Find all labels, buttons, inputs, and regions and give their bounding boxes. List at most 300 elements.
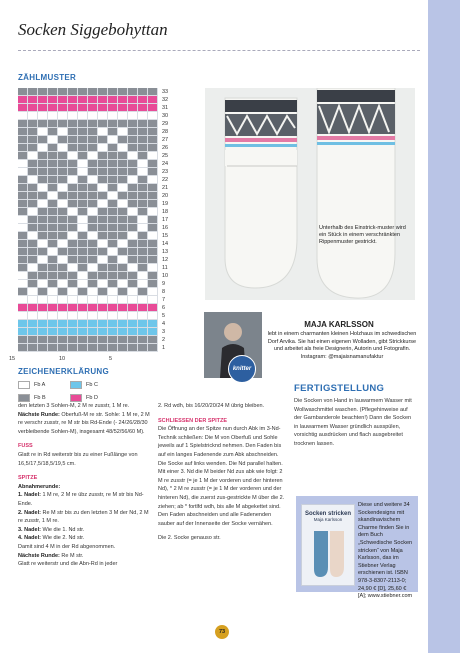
- chart-cell: [148, 104, 158, 112]
- chart-cell: [88, 168, 98, 176]
- chart-cell: [128, 128, 138, 136]
- chart-cell: [58, 176, 68, 184]
- chart-cell: [98, 144, 108, 152]
- chart-cell: [88, 160, 98, 168]
- chart-cell: [128, 256, 138, 264]
- chart-cell: [108, 296, 118, 304]
- chart-cell: [38, 336, 48, 344]
- nadel-3: [18, 526, 150, 535]
- chart-cell: [138, 176, 148, 184]
- chart-cell: [28, 232, 38, 240]
- label: 2. Nadel:: [18, 509, 41, 516]
- chart-cell: [38, 88, 48, 96]
- chart-cell: [28, 184, 38, 192]
- chart-cell: [148, 336, 158, 344]
- chart-cell: [48, 264, 58, 272]
- chart-cell: [68, 224, 78, 232]
- chart-cell: [138, 120, 148, 128]
- chart-cell: [118, 240, 128, 248]
- chart-cell: [78, 176, 88, 184]
- chart-cell: [78, 272, 88, 280]
- chart-cell: [78, 200, 88, 208]
- chart-cell: [98, 336, 108, 344]
- chart-cell: [28, 136, 38, 144]
- chart-cell: [78, 128, 88, 136]
- chart-row-number: 1: [162, 345, 166, 351]
- chart-cell: [138, 224, 148, 232]
- chart-cell: [18, 168, 28, 176]
- chart-cell: [38, 128, 48, 136]
- chart-cell: [38, 192, 48, 200]
- chart-cell: [48, 272, 58, 280]
- chart-cell: [88, 304, 98, 312]
- chart-cell: [118, 264, 128, 272]
- chart-cell: [138, 272, 148, 280]
- chart-cell: [58, 296, 68, 304]
- chart-cell: [148, 112, 158, 120]
- chart-cell: [68, 232, 78, 240]
- chart-cell: [98, 128, 108, 136]
- chart-cell: [118, 312, 128, 320]
- chart-cell: [68, 128, 78, 136]
- chart-cell: [128, 96, 138, 104]
- chart-cell: [108, 168, 118, 176]
- chart-cell: [128, 104, 138, 112]
- chart-cell: [138, 184, 148, 192]
- chart-cell: [138, 256, 148, 264]
- chart-cell: [68, 208, 78, 216]
- socks-photo: [205, 88, 415, 300]
- chart-row-number: 9: [162, 281, 166, 287]
- chart-cell: [118, 280, 128, 288]
- chart-cell: [58, 168, 68, 176]
- damit: Damit sind 4 M in der Rd abgenommen.: [18, 543, 116, 550]
- chart-row-number: 25: [162, 153, 169, 159]
- chart-cell: [28, 120, 38, 128]
- chart-row-number: 18: [162, 209, 169, 215]
- chart-col-number: 10: [59, 356, 66, 362]
- chart-cell: [118, 120, 128, 128]
- chart-cell: [78, 168, 88, 176]
- chart-cell: [138, 192, 148, 200]
- chart-cell: [38, 288, 48, 296]
- chart-cell: [88, 288, 98, 296]
- chart-cell: [18, 280, 28, 288]
- legend-item: [70, 394, 98, 402]
- chart-cell: [38, 272, 48, 280]
- chart-cell: [128, 232, 138, 240]
- chart-cell: [28, 192, 38, 200]
- chart-cell: [98, 280, 108, 288]
- chart-col-number: 5: [109, 356, 113, 362]
- chart-cell: [28, 280, 38, 288]
- chart-cell: [88, 232, 98, 240]
- chart-cell: [28, 328, 38, 336]
- chart-cell: [148, 232, 158, 240]
- chart-cell: [58, 160, 68, 168]
- chart-cell: [78, 240, 88, 248]
- chart-cell: [18, 176, 28, 184]
- chart-cell: [38, 200, 48, 208]
- chart-cell: [68, 168, 78, 176]
- chart-cell: [18, 200, 28, 208]
- chart-cell: [108, 200, 118, 208]
- title-divider: [18, 50, 420, 51]
- chart-cell: [118, 288, 128, 296]
- chart-cell: [48, 240, 58, 248]
- chart-cell: [138, 280, 148, 288]
- chart-cell: [118, 160, 128, 168]
- chart-cell: [138, 144, 148, 152]
- chart-cell: [58, 328, 68, 336]
- glatt: Glatt re weiterstr und die Abn-Rd in jeder: [18, 561, 118, 568]
- chart-cell: [38, 296, 48, 304]
- chart-cell: [118, 256, 128, 264]
- chart-cell: [28, 248, 38, 256]
- chart-cell: [48, 288, 58, 296]
- chart-cell: [68, 272, 78, 280]
- chart-cell: [68, 96, 78, 104]
- chart-cell: [88, 88, 98, 96]
- chart-cell: [118, 272, 128, 280]
- chart-cell: [118, 176, 128, 184]
- chart-cell: [58, 272, 68, 280]
- book-cover: [301, 504, 355, 586]
- chart-cell: [98, 248, 108, 256]
- chart-cell: [78, 232, 88, 240]
- chart-cell: [58, 256, 68, 264]
- chart-cell: [38, 168, 48, 176]
- chart-cell: [148, 144, 158, 152]
- chart-cell: [68, 304, 78, 312]
- chart-cell: [108, 280, 118, 288]
- chart-cell: [58, 200, 68, 208]
- chart-cell: [38, 264, 48, 272]
- chart-cell: [48, 320, 58, 328]
- chart-cell: [68, 312, 78, 320]
- chart-cell: [108, 144, 118, 152]
- col1-intro: den letzten 3 Sohlen-M, 2 M re zusstr, 1 M re.: [18, 403, 130, 409]
- chart-cell: [128, 328, 138, 336]
- chart-cell: [88, 128, 98, 136]
- legend-item: [18, 394, 46, 402]
- chart-cell: [108, 256, 118, 264]
- chart-row-number: 4: [162, 321, 166, 327]
- chart-row-number: 16: [162, 225, 169, 231]
- chart-cell: [98, 240, 108, 248]
- chart-cell: [128, 208, 138, 216]
- nadel-4: [18, 534, 150, 543]
- chart-cell: [128, 312, 138, 320]
- chart-row-number: 17: [162, 217, 169, 223]
- chart-cell: [108, 96, 118, 104]
- chart-cell: [108, 136, 118, 144]
- chart-cell: [28, 240, 38, 248]
- chart-cell: [18, 128, 28, 136]
- chart-cell: [98, 112, 108, 120]
- chart-row-number: 8: [162, 289, 166, 295]
- fuss-text: Glatt re in Rd weiterstr bis zu einer Fußlänge von 16,5/17,5/18,5/19,5 cm.: [18, 451, 138, 467]
- chart-cell: [148, 240, 158, 248]
- chart-cell: [48, 208, 58, 216]
- chart-cell: [78, 184, 88, 192]
- chart-cell: [98, 192, 108, 200]
- chart-cell: [58, 120, 68, 128]
- chart-cell: [58, 232, 68, 240]
- chart-cell: [88, 208, 98, 216]
- chart-cell: [88, 272, 98, 280]
- chart-cell: [148, 312, 158, 320]
- chart-cell: [88, 320, 98, 328]
- chart-cell: [138, 232, 148, 240]
- chart-cell: [28, 216, 38, 224]
- chart-cell: [28, 176, 38, 184]
- chart-cell: [118, 96, 128, 104]
- chart-cell: [108, 88, 118, 96]
- chart-cell: [28, 320, 38, 328]
- chart-cell: [28, 304, 38, 312]
- chart-cell: [138, 152, 148, 160]
- label: Abnahmerunde:: [18, 483, 61, 490]
- label: Nächste Runde:: [18, 411, 60, 418]
- chart-cell: [18, 232, 28, 240]
- chart-cell: [48, 152, 58, 160]
- chart-cell: [78, 328, 88, 336]
- chart-cell: [98, 264, 108, 272]
- chart-cell: [28, 168, 38, 176]
- chart-cell: [88, 152, 98, 160]
- chart-cell: [48, 224, 58, 232]
- chart-cell: [118, 208, 128, 216]
- chart-cell: [88, 224, 98, 232]
- chart-cell: [88, 216, 98, 224]
- label: 3. Nadel:: [18, 526, 41, 533]
- chart-cell: [128, 280, 138, 288]
- chart-cell: [18, 312, 28, 320]
- text: Re M str bis zu den letzten 3 M der Nd, 2 M re zusstr, 1 M re.: [18, 509, 149, 525]
- chart-cell: [18, 240, 28, 248]
- chart-row-number: 19: [162, 201, 169, 207]
- chart-cell: [18, 272, 28, 280]
- spitze-heading: SPITZE: [18, 475, 38, 482]
- chart-cell: [148, 88, 158, 96]
- chart-cell: [98, 168, 108, 176]
- chart-cell: [58, 248, 68, 256]
- chart-cell: [108, 216, 118, 224]
- chart-cell: [98, 224, 108, 232]
- chart-cell: [38, 232, 48, 240]
- chart-cell: [108, 344, 118, 352]
- chart-cell: [18, 224, 28, 232]
- chart-row-number: 14: [162, 241, 169, 247]
- chart-cell: [18, 304, 28, 312]
- chart-cell: [48, 160, 58, 168]
- legend-label: Fb A: [34, 382, 46, 388]
- chart-row-number: 10: [162, 273, 169, 279]
- chart-cell: [68, 328, 78, 336]
- chart-cell: [38, 248, 48, 256]
- chart-row-number: 15: [162, 233, 169, 239]
- chart-cell: [68, 256, 78, 264]
- chart-cell: [108, 264, 118, 272]
- chart-cell: [58, 320, 68, 328]
- chart-cell: [68, 216, 78, 224]
- chart-cell: [88, 328, 98, 336]
- chart-cell: [28, 152, 38, 160]
- chart-cell: [38, 144, 48, 152]
- chart-cell: [58, 192, 68, 200]
- chart-cell: [128, 296, 138, 304]
- chart-cell: [18, 216, 28, 224]
- chart-cell: [18, 104, 28, 112]
- chart-cell: [18, 152, 28, 160]
- chart-cell: [28, 264, 38, 272]
- chart-cell: [58, 312, 68, 320]
- chart-cell: [118, 248, 128, 256]
- legend-item: [70, 381, 98, 389]
- chart-cell: [48, 136, 58, 144]
- chart-cell: [148, 160, 158, 168]
- chart-cell: [18, 96, 28, 104]
- text: Wie die 2. Nd str.: [42, 535, 85, 542]
- chart-row-number: 21: [162, 185, 169, 191]
- chart-cell: [88, 248, 98, 256]
- chart-cell: [88, 264, 98, 272]
- chart-row-number: 27: [162, 137, 169, 143]
- chart-cell: [78, 136, 88, 144]
- knitter-badge: knitter: [228, 355, 256, 383]
- chart-cell: [28, 96, 38, 104]
- chart-cell: [48, 200, 58, 208]
- chart-cell: [138, 168, 148, 176]
- book-promo-text: Diese und weitere 34 Sockendesigns mit skandinavischem Charme finden Sie in dem Buch „Schwedische Socken stricken“ von Maja Karlsson, das im Stiebner Verlag erschienen ist. ISBN 978-3-8307-2113-0; 24,90 € [D], 25,60 € [A]; www.stiebner.com: [358, 502, 413, 600]
- chart-cell: [98, 200, 108, 208]
- abnahme-label: [18, 483, 150, 492]
- chart-cell: [128, 88, 138, 96]
- chart-cell: [68, 320, 78, 328]
- chart-cell: [58, 184, 68, 192]
- chart-cell: [118, 128, 128, 136]
- chart-cell: [28, 296, 38, 304]
- chart-cell: [88, 192, 98, 200]
- chart-cell: [118, 296, 128, 304]
- chart-row-number: 24: [162, 161, 169, 167]
- chart-cell: [128, 320, 138, 328]
- chart-row-number: 30: [162, 113, 169, 119]
- chart-cell: [38, 344, 48, 352]
- chart-cell: [18, 160, 28, 168]
- chart-cell: [118, 232, 128, 240]
- chart-cell: [148, 192, 158, 200]
- chart-cell: [138, 320, 148, 328]
- chart-cell: [68, 344, 78, 352]
- chart-cell: [98, 160, 108, 168]
- chart-cell: [68, 152, 78, 160]
- col1-next-round: [18, 411, 150, 437]
- chart-cell: [98, 208, 108, 216]
- chart-cell: [148, 128, 158, 136]
- chart-cell: [108, 176, 118, 184]
- book-cover-author: Maja Karlsson: [313, 517, 343, 522]
- legend-swatch: [18, 394, 30, 402]
- fertigstellung-text: Die Socken von Hand in lauwarmem Wasser mit Wollwaschmittel waschen. (Pflegehinweise auf der Garnbanderole beachten!) Dann die Socken in lauwarmem Wasser gründlich ausspülen, vorsichtig ausdrücken und flach ausgebreitet trocknen lassen.: [294, 398, 412, 447]
- chart-cell: [148, 120, 158, 128]
- chart-cell: [18, 88, 28, 96]
- chart-cell: [28, 336, 38, 344]
- chart-cell: [108, 208, 118, 216]
- chart-cell: [58, 304, 68, 312]
- chart-row-number: 22: [162, 177, 169, 183]
- chart-cell: [88, 136, 98, 144]
- chart-cell: [28, 288, 38, 296]
- chart-cell: [138, 136, 148, 144]
- chart-cell: [88, 112, 98, 120]
- chart-cell: [128, 136, 138, 144]
- chart-cell: [78, 256, 88, 264]
- chart-cell: [38, 312, 48, 320]
- chart-cell: [108, 240, 118, 248]
- chart-cell: [98, 288, 108, 296]
- chart-cell: [148, 216, 158, 224]
- chart-cell: [108, 152, 118, 160]
- chart-cell: [118, 184, 128, 192]
- chart-cell: [108, 224, 118, 232]
- chart-cell: [48, 296, 58, 304]
- chart-cell: [88, 104, 98, 112]
- chart-cell: [78, 112, 88, 120]
- chart-cell: [148, 264, 158, 272]
- chart-cell: [58, 96, 68, 104]
- chart-cell: [58, 264, 68, 272]
- chart-cell: [128, 344, 138, 352]
- chart-cell: [38, 152, 48, 160]
- chart-cell: [58, 288, 68, 296]
- chart-row-number: 7: [162, 297, 166, 303]
- legend-label: Fb B: [34, 395, 46, 401]
- chart-cell: [108, 128, 118, 136]
- chart-cell: [58, 208, 68, 216]
- chart-row-number: 12: [162, 257, 169, 263]
- chart-cell: [128, 248, 138, 256]
- chart-cell: [58, 88, 68, 96]
- chart-cell: [68, 296, 78, 304]
- chart-cell: [28, 208, 38, 216]
- chart-cell: [28, 160, 38, 168]
- chart-cell: [58, 112, 68, 120]
- col1-next-round-2: [18, 552, 150, 561]
- chart-cell: [48, 336, 58, 344]
- schliessen-heading: SCHLIESSEN DER SPITZE: [158, 417, 228, 424]
- chart-cell: [128, 224, 138, 232]
- schliessen-text: Die Öffnung an der Spitze nun durch Abk im 3-Nd-Technik schließen: Die M von Oberfuß und Sohle jeweils auf 1 Spielstricknd nehmen. Den Faden bis auf ein langes Fadenende zum Abk abschneiden. Die Socke auf links wenden. Die Nd parallel halten. Mit einer 3. Nd die M beider Nd zus abk wie folgt: 2 M re zusstr (= je 1 M der vorderen und der hinteren Nd), * 2 M re zusstr (= je 1 M der vorderen und der hinteren Nd), die zuerst zus-gestrickte M über die 2. ziehen; ab * fortlfd wdh, bis alle M abgekettet sind. Den Faden abschneiden und alle Fadenenden sauber auf der Innenseite der Socke vernähen.: [158, 426, 285, 527]
- chart-cell: [78, 216, 88, 224]
- chart-cell: [28, 312, 38, 320]
- chart-cell: [78, 288, 88, 296]
- chart-cell: [38, 240, 48, 248]
- chart-cell: [18, 256, 28, 264]
- chart-cell: [108, 248, 118, 256]
- chart-cell: [118, 200, 128, 208]
- label: Nächste Runde:: [18, 552, 60, 559]
- chart-cell: [38, 328, 48, 336]
- chart-cell: [128, 152, 138, 160]
- chart-cell: [98, 152, 108, 160]
- legend-label: Fb C: [86, 382, 98, 388]
- chart-row-number: 3: [162, 329, 166, 335]
- chart-cell: [138, 240, 148, 248]
- chart-cell: [128, 264, 138, 272]
- chart-cell: [68, 240, 78, 248]
